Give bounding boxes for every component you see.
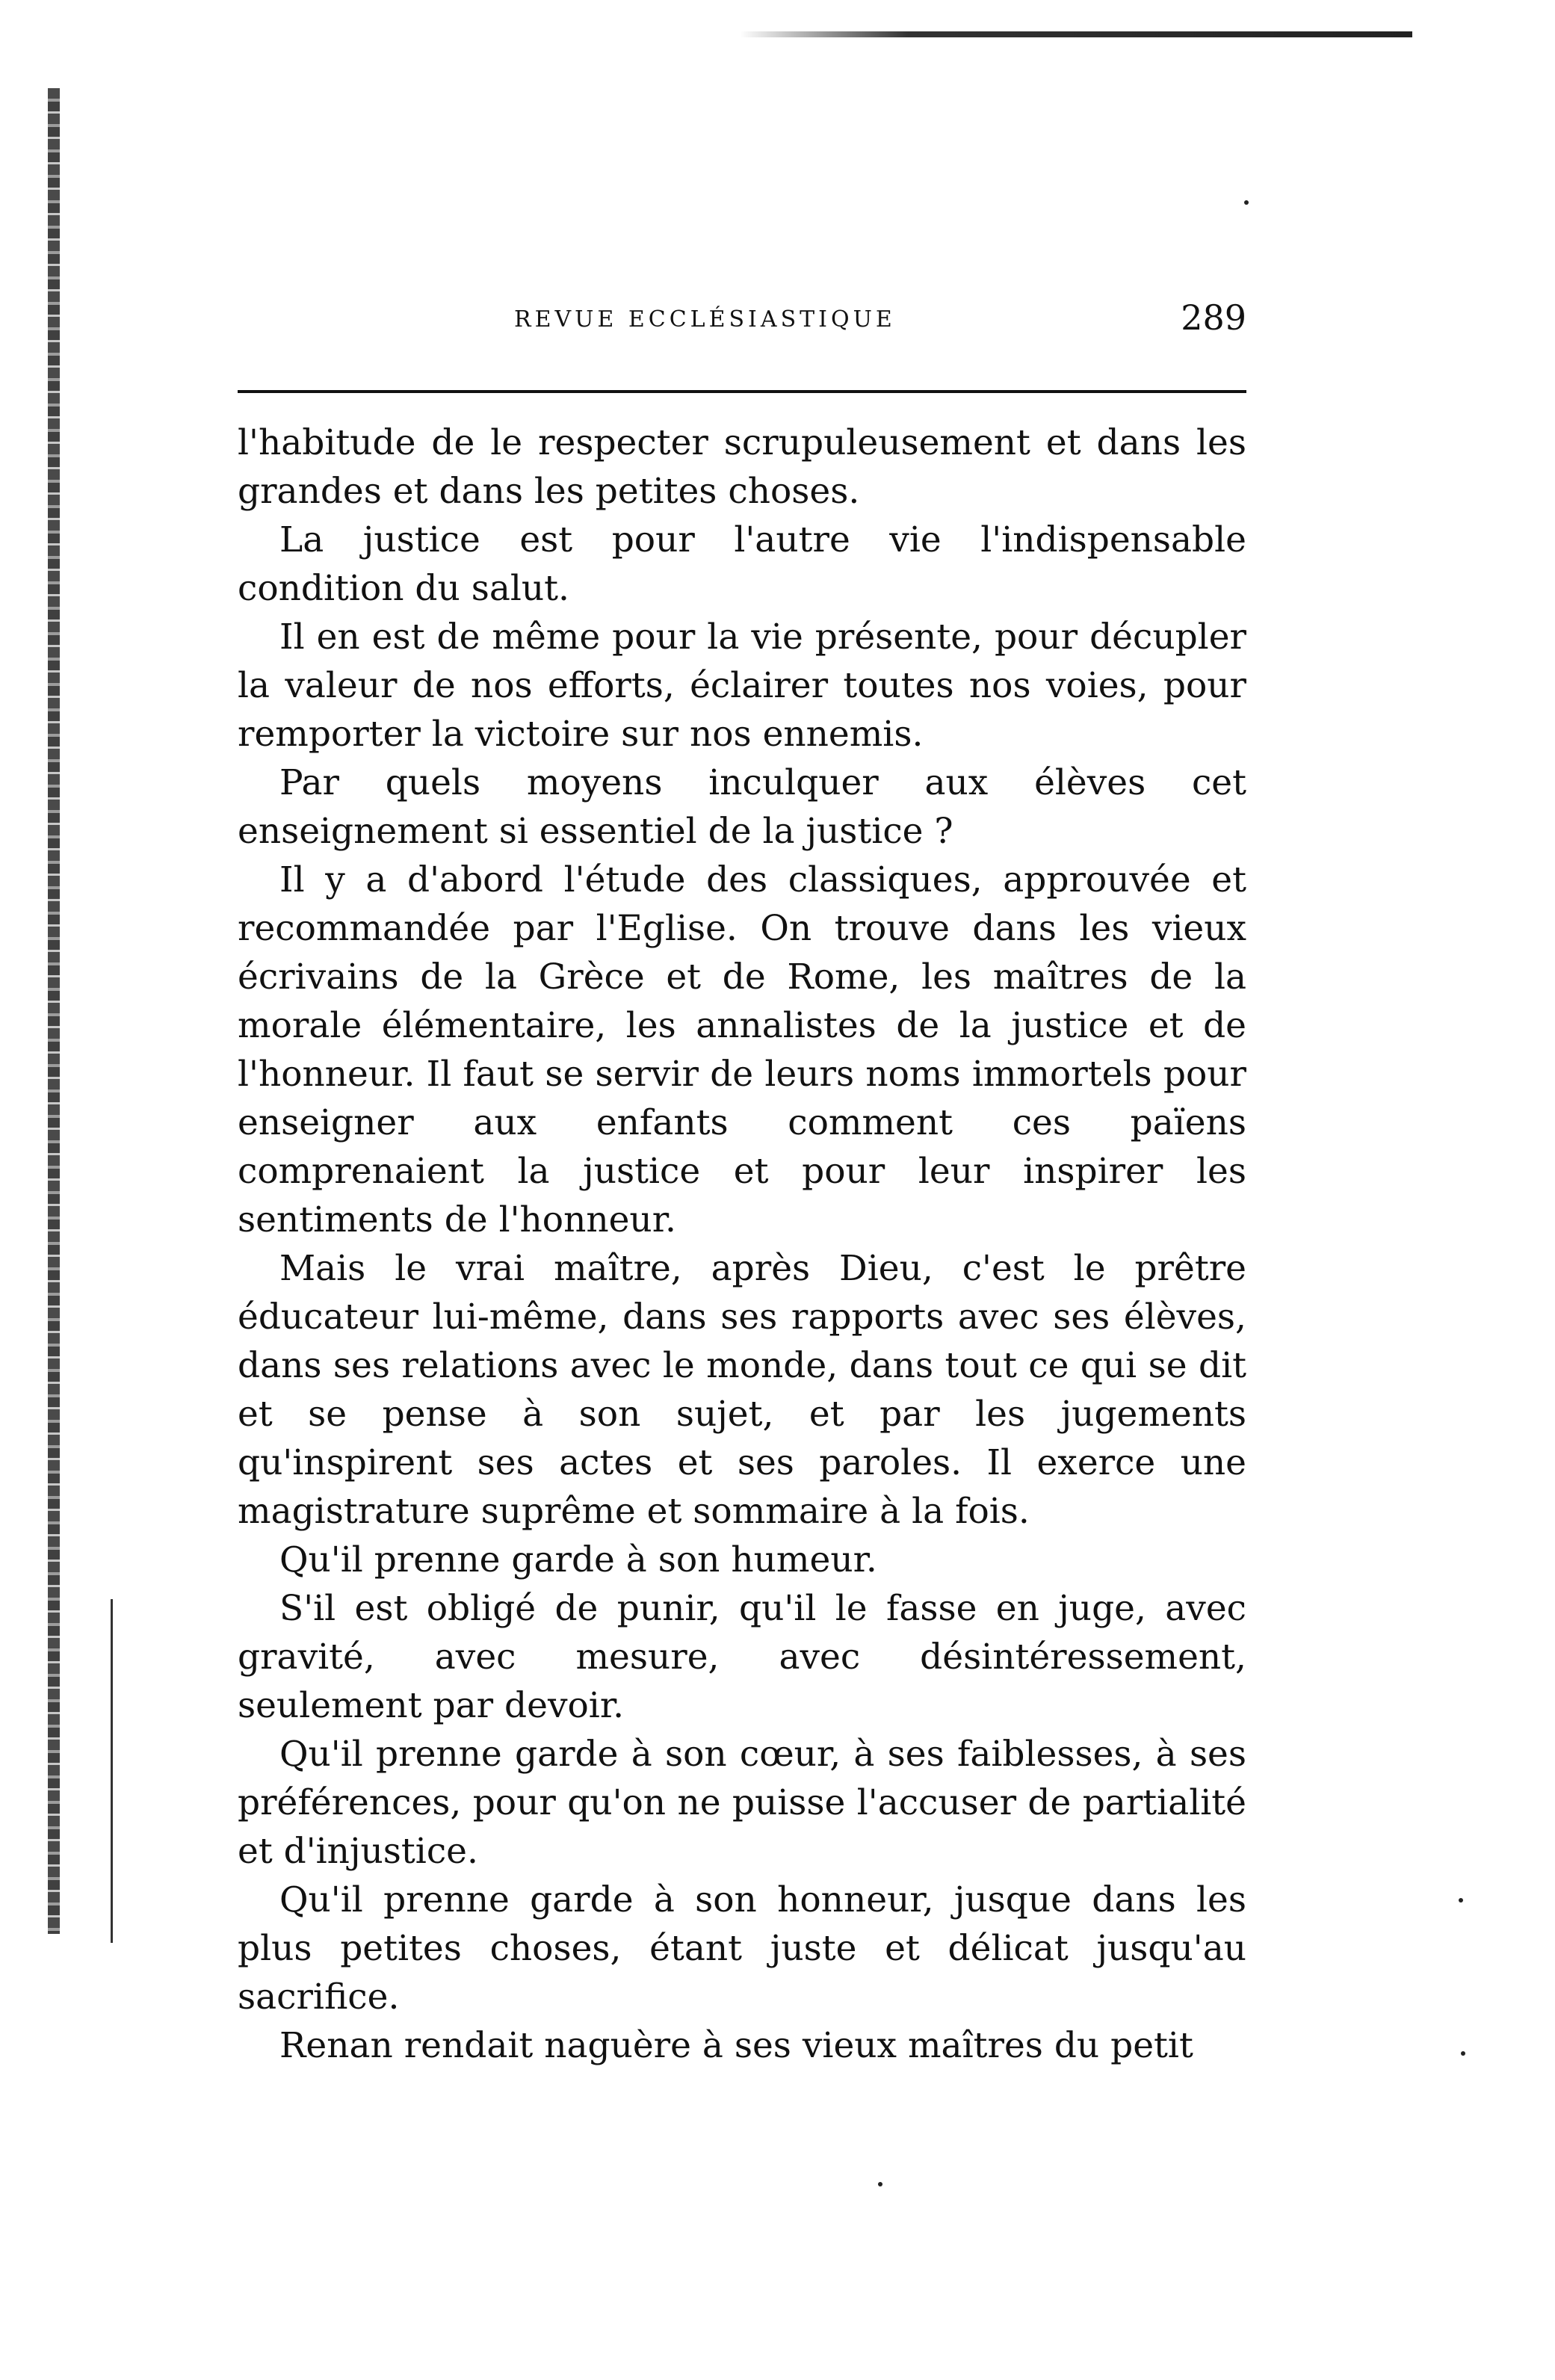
page-number: 289: [1181, 297, 1246, 338]
scan-speck: [1461, 2051, 1465, 2056]
paragraph: La justice est pour l'autre vie l'indispensable condition du salut.: [238, 519, 1246, 609]
paragraph: Qu'il prenne garde à son humeur.: [279, 1539, 877, 1580]
paragraph: Par quels moyens inculquer aux élèves cet enseignement si essentiel de la justice ?: [238, 762, 1246, 852]
header-rule: [238, 390, 1246, 393]
scan-edge-shadow: [48, 88, 60, 1934]
paragraph: Il y a d'abord l'étude des classiques, approuvée et recommandée par l'Eglise. On trouve dans les vieux écrivains de la Grèce et de Rome, les maîtres de la morale élémentaire, les annalistes de la justice et de l'honneur. Il faut se servir de leurs noms immortels pour enseigner aux enfants comment ces païens comprenaient la justice et pour leur inspirer les sentiments de l'honneur.: [238, 859, 1246, 1240]
paragraph: Qu'il prenne garde à son cœur, à ses faiblesses, à ses préférences, pour qu'on ne puisse l'accuser de partialité et d'injustice.: [238, 1734, 1246, 1872]
scan-edge-line: [111, 1599, 113, 1943]
scan-speck: [1459, 1898, 1463, 1903]
paragraph: Renan rendait naguère à ses vieux maîtres du petit: [279, 2025, 1193, 2066]
body-text: [238, 418, 1246, 2070]
paragraph: Il en est de même pour la vie présente, pour décupler la valeur de nos efforts, éclairer toutes nos voies, pour remporter la victoire sur nos ennemis.: [238, 616, 1246, 755]
scan-top-line: [740, 31, 1412, 37]
paragraph: Mais le vrai maître, après Dieu, c'est le prêtre éducateur lui-même, dans ses rapports avec ses élèves, dans ses relations avec le monde, dans tout ce qui se dit et se pense à son sujet, et par les jugements qu'inspirent ses actes et ses paroles. Il exerce une magistrature suprême et sommaire à la fois.: [238, 1248, 1246, 1532]
paragraph: S'il est obligé de punir, qu'il le fasse en juge, avec gravité, avec mesure, avec désintéressement, seulement par devoir.: [238, 1588, 1246, 1726]
journal-name: REVUE ECCLÉSIASTIQUE: [514, 306, 896, 333]
paragraph: Qu'il prenne garde à son honneur, jusque dans les plus petites choses, étant juste et délicat jusqu'au sacrifice.: [238, 1879, 1246, 2018]
scan-speck: [1244, 200, 1249, 205]
scan-speck: [878, 2182, 882, 2186]
running-header: [238, 297, 1246, 365]
paragraph-continuation: l'habitude de le respecter scrupuleusement et dans les grandes et dans les petites choses.: [238, 422, 1246, 512]
